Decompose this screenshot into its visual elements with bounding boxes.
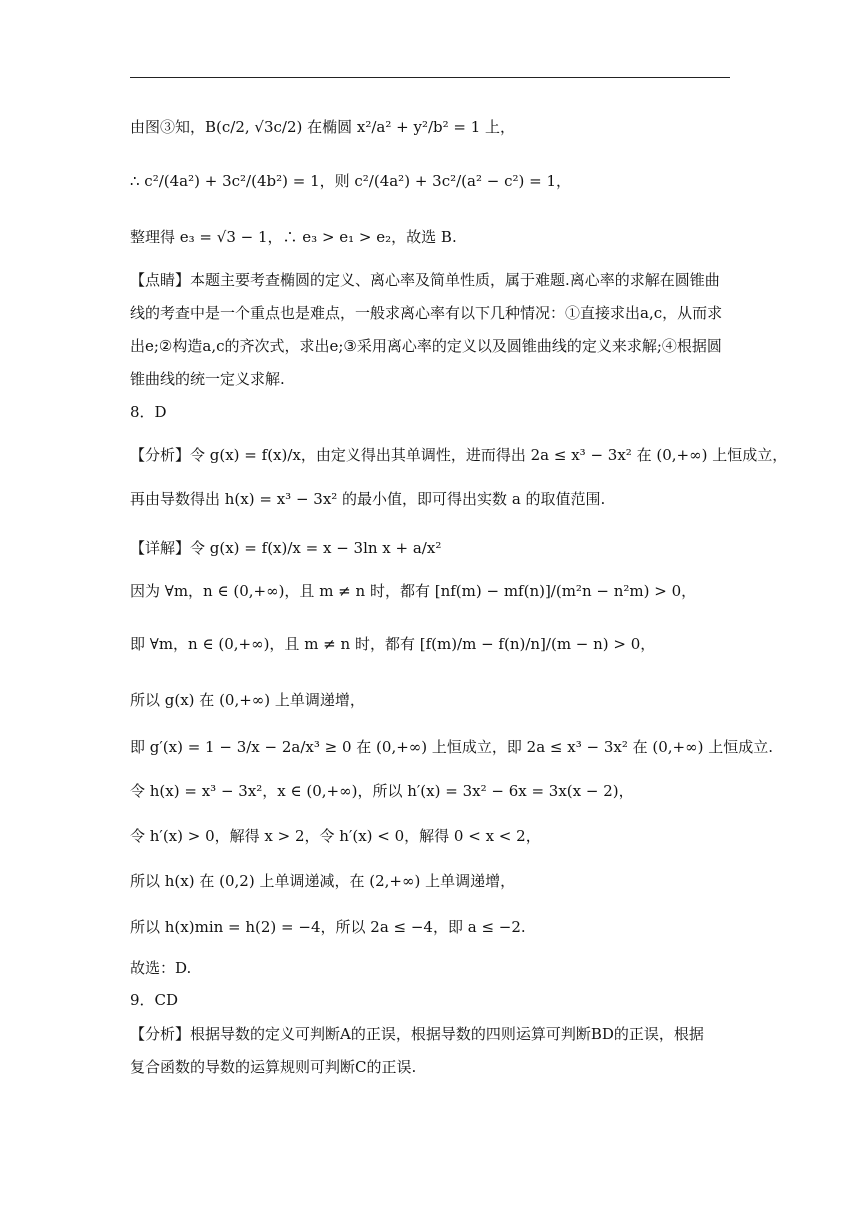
- text-line: 由图③知，B(c/2, √3c/2) 在椭圆 x²/a² + y²/b² = 1 上，: [130, 118, 516, 136]
- detail-line: 即 g′(x) = 1 − 3/x − 2a/x³ ≥ 0 在 (0,+∞) 上恒成立，即 2a ≤ x³ − 3x² 在 (0,+∞) 上恒成立.: [130, 738, 774, 756]
- analysis-line: 再由导数得出 h(x) = x³ − 3x² 的最小值，即可得出实数 a 的取值范围.: [130, 490, 606, 508]
- analysis-line: 【分析】令 g(x) = f(x)/x，由定义得出其单调性，进而得出 2a ≤ x³ − 3x² 在 (0,+∞) 上恒成立，: [130, 446, 788, 464]
- question-number: 9．CD: [130, 991, 179, 1009]
- header-rule: [130, 77, 730, 78]
- text-line: 【点睛】本题主要考查椭圆的定义、离心率及简单性质，属于难题.离心率的求解在圆锥曲: [130, 271, 720, 289]
- text-line: 线的考查中是一个重点也是难点，一般求离心率有以下几种情况：①直接求出a,c，从而求: [130, 304, 723, 322]
- detail-line: 因为 ∀m，n ∈ (0,+∞)，且 m ≠ n 时，都有 [nf(m) − mf(n)]/(m²n − n²m) > 0，: [130, 582, 697, 600]
- text-line: 出e;②构造a,c的齐次式，求出e;③采用离心率的定义以及圆锥曲线的定义来求解;④根据圆: [130, 337, 722, 355]
- analysis-line: 复合函数的导数的运算规则可判断C的正误.: [130, 1058, 417, 1076]
- detail-line: 令 h(x) = x³ − 3x²，x ∈ (0,+∞)，所以 h′(x) = 3x² − 6x = 3x(x − 2)，: [130, 782, 634, 800]
- analysis-line: 【分析】根据导数的定义可判断A的正误，根据导数的四则运算可判断BD的正误，根据: [130, 1025, 704, 1043]
- detail-line: 故选：D.: [130, 959, 192, 977]
- text-line: 整理得 e₃ = √3 − 1，∴ e₃ > e₁ > e₂，故选 B.: [130, 228, 457, 246]
- text-line: ∴ c²/(4a²) + 3c²/(4b²) = 1，则 c²/(4a²) + 3c²/(a² − c²) = 1，: [130, 172, 571, 190]
- detail-line: 即 ∀m，n ∈ (0,+∞)，且 m ≠ n 时，都有 [f(m)/m − f(n)/n]/(m − n) > 0，: [130, 635, 656, 653]
- detail-line: 【详解】令 g(x) = f(x)/x = x − 3ln x + a/x²: [130, 539, 442, 557]
- detail-line: 所以 g(x) 在 (0,+∞) 上单调递增，: [130, 691, 365, 709]
- text-line: 锥曲线的统一定义求解.: [130, 370, 285, 388]
- question-number: 8．D: [130, 403, 167, 421]
- detail-line: 所以 h(x)min = h(2) = −4，所以 2a ≤ −4，即 a ≤ −2.: [130, 918, 526, 936]
- detail-line: 所以 h(x) 在 (0,2) 上单调递减，在 (2,+∞) 上单调递增，: [130, 872, 516, 890]
- detail-line: 令 h′(x) > 0，解得 x > 2，令 h′(x) < 0，解得 0 < x < 2，: [130, 827, 541, 845]
